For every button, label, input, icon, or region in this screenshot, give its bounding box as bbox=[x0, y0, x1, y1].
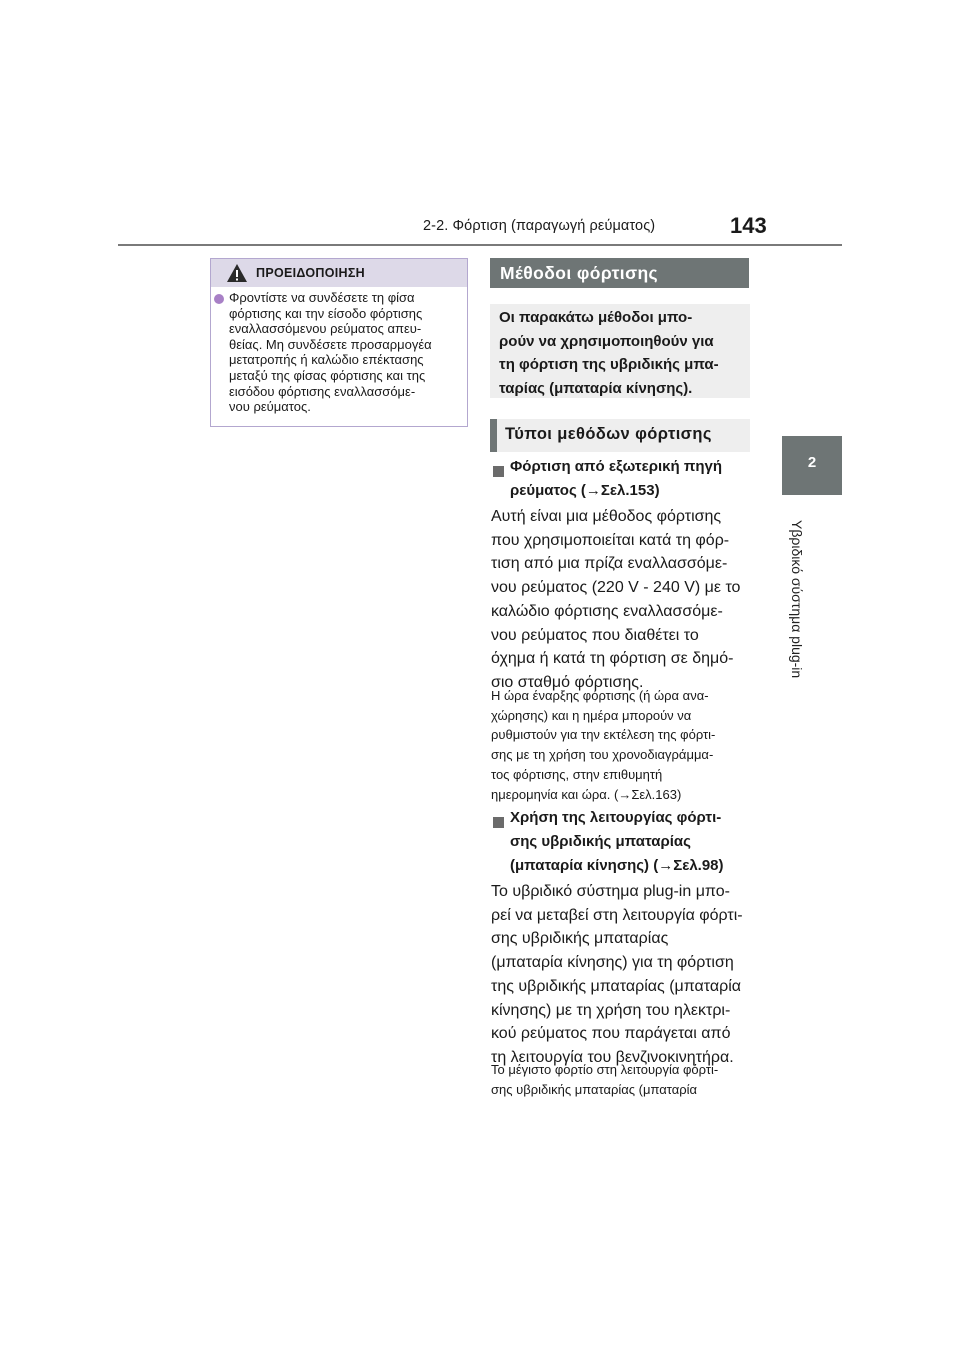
square-bullet-icon bbox=[493, 466, 504, 477]
item-heading bbox=[510, 455, 750, 503]
body-line: της υβριδικής μπαταρίας (μπαταρία bbox=[491, 977, 742, 995]
heading-line: Χρήση της λειτουργίας φόρτι- bbox=[510, 809, 722, 826]
header-rule bbox=[118, 244, 842, 246]
warning-line: μετατροπής ή καλώδιο επέκτασης bbox=[229, 352, 424, 368]
intro-line: ταρίας (μπαταρία κίνησης). bbox=[499, 379, 693, 397]
body-line: κίνησης) με τη χρήση του ηλεκτρι- bbox=[491, 1001, 731, 1019]
warning-line: Φροντίστε να συνδέσετε τη φίσα bbox=[229, 290, 415, 305]
heading-line: Φόρτιση από εξωτερική πηγή bbox=[510, 458, 722, 475]
bullet-icon bbox=[214, 294, 224, 304]
intro-line: Οι παρακάτω μέθοδοι μπο- bbox=[499, 309, 693, 326]
chapter-title: Υβριδικό σύστημα plug-in bbox=[789, 520, 805, 679]
heading-line: (μπαταρία κίνησης) (→Σελ.98) bbox=[510, 857, 724, 874]
body-line: ρεί να μεταβεί στη λειτουργία φόρτι- bbox=[491, 906, 743, 924]
item-note bbox=[491, 686, 753, 804]
warning-line: θείας. Μη συνδέσετε προσαρμογέα bbox=[229, 336, 432, 352]
chapter-number: 2 bbox=[807, 454, 817, 471]
heading-line: ρεύματος (→Σελ.153) bbox=[510, 482, 660, 499]
square-bullet-icon bbox=[493, 817, 504, 828]
body-line: τιση από μια πρίζα εναλλασσόμε- bbox=[491, 555, 728, 573]
body-line: που χρησιμοποιείται κατά τη φόρ- bbox=[491, 531, 730, 549]
note-line: Η ώρα έναρξης φόρτισης (ή ώρα ανα- bbox=[491, 688, 709, 703]
note-line: χώρησης) και η ημέρα μπορούν να bbox=[491, 707, 692, 723]
intro-line: τη φόρτιση της υβριδικής μπα- bbox=[499, 356, 719, 373]
body-line: σιο σταθμό φόρτισης. bbox=[491, 673, 644, 691]
running-header: 2-2. Φόρτιση (παραγωγή ρεύματος) bbox=[423, 218, 656, 234]
item-heading bbox=[510, 806, 750, 878]
note-line: ρυθμιστούν για την εκτέλεση της φόρτι- bbox=[491, 727, 716, 743]
intro-line: ρούν να χρησιμοποιηθούν για bbox=[499, 332, 714, 350]
note-line: σης με τη χρήση του χρονοδιαγράμμα- bbox=[491, 747, 714, 763]
warning-line: εισόδου φόρτισης εναλλασσόμε- bbox=[229, 383, 416, 399]
warning-line: μεταξύ της φίσας φόρτισης και της bbox=[229, 367, 426, 383]
body-line: τη λειτουργία του βενζινοκινητήρα. bbox=[491, 1048, 734, 1066]
body-line: (μπαταρία κίνησης) για τη φόρτιση bbox=[491, 954, 734, 972]
note-line: σης υβριδικής μπαταρίας (μπαταρία bbox=[491, 1081, 698, 1097]
body-line: όχημα ή κατά τη φόρτιση σε δημό- bbox=[491, 650, 734, 668]
body-line: σης υβριδικής μπαταρίας bbox=[491, 930, 669, 948]
subsection-title: Τύποι μεθόδων φόρτισης bbox=[505, 425, 712, 443]
item-note bbox=[491, 1060, 753, 1099]
note-line: Το μέγιστο φορτίο στη λειτουργία φόρτι- bbox=[491, 1062, 719, 1077]
warning-line: φόρτισης και την είσοδο φόρτισης bbox=[229, 305, 423, 321]
note-line: ημερομηνία και ώρα. (→Σελ.163) bbox=[491, 786, 682, 802]
warning-title: ΠΡΟΕΙΔΟΠΟΙΗΣΗ bbox=[256, 266, 365, 280]
item-body bbox=[491, 505, 753, 695]
note-line: τος φόρτισης, στην επιθυμητή bbox=[491, 766, 663, 782]
warning-line: νου ρεύματος. bbox=[229, 399, 311, 415]
body-line: νου ρεύματος που διαθέτει το bbox=[491, 626, 699, 644]
body-line: καλώδιο φόρτισης εναλλασσόμε- bbox=[491, 602, 723, 620]
intro-text bbox=[499, 306, 747, 400]
item-body bbox=[491, 880, 753, 1070]
body-line: κού ρεύματος που παράγεται από bbox=[491, 1025, 731, 1043]
warning-line: εναλλασσόμενου ρεύματος απευ- bbox=[229, 321, 422, 337]
body-line: νου ρεύματος (220 V - 240 V) με το bbox=[491, 579, 741, 597]
warning-text bbox=[229, 290, 461, 415]
subsection-accent bbox=[490, 419, 497, 452]
page-number: 143 bbox=[730, 213, 767, 238]
body-line: Αυτή είναι μια μέθοδος φόρτισης bbox=[491, 508, 722, 525]
section-title: Μέθοδοι φόρτισης bbox=[500, 263, 659, 283]
heading-line: σης υβριδικής μπαταρίας bbox=[510, 833, 691, 850]
body-line: Το υβριδικό σύστημα plug-in μπο- bbox=[491, 883, 730, 900]
warning-triangle-icon bbox=[226, 263, 248, 283]
